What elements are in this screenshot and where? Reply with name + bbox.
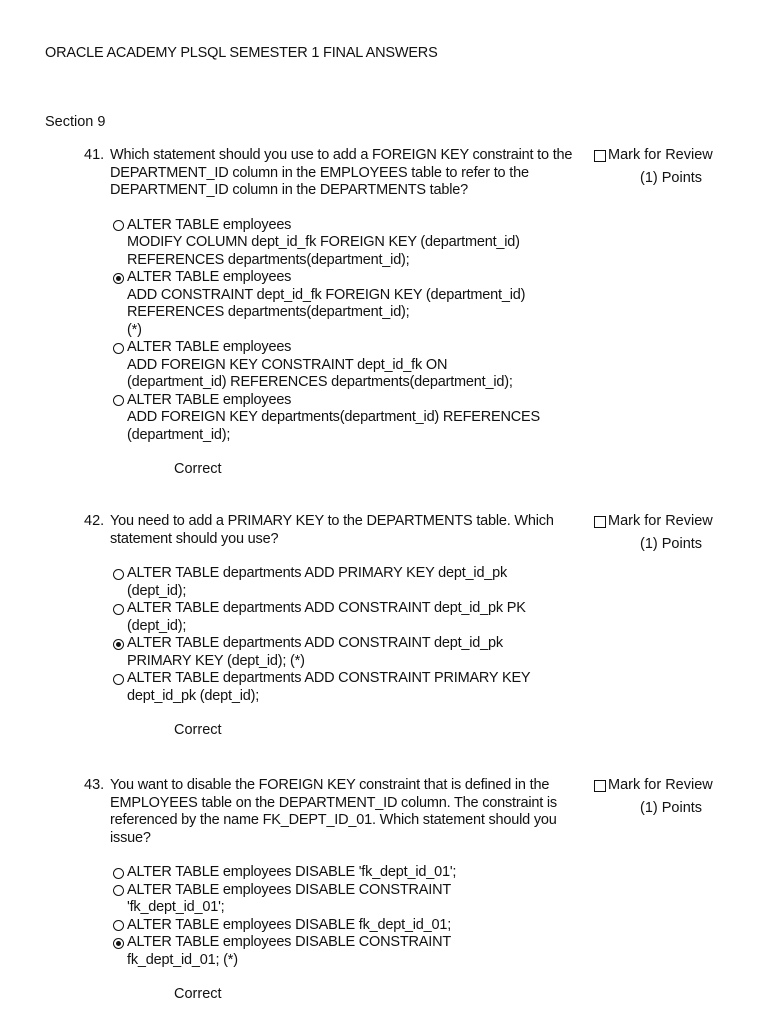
question-43 (84, 777, 744, 1004)
question-42 (84, 513, 744, 740)
question-number: 42. (84, 513, 105, 529)
answer-option[interactable] (113, 339, 593, 392)
radio-icon[interactable] (113, 920, 124, 931)
question-text: Which statement should you use to add a FOREIGN KEY constraint to the DEPARTMENT_ID column in the EMPLOYEES table to refer to the DEPARTMENT_ID column in the DEPARTMENTS table? (110, 147, 573, 198)
mark-for-review[interactable] (594, 513, 744, 531)
option-text: ALTER TABLE departments ADD CONSTRAINT PRIMARY KEY dept_id_pk (dept_id); (127, 670, 531, 704)
radio-icon[interactable] (113, 604, 124, 615)
review-block (594, 777, 744, 817)
checkbox-icon[interactable] (594, 150, 606, 162)
checkbox-icon[interactable] (594, 780, 606, 792)
answer-option[interactable] (113, 269, 593, 339)
option-text: ALTER TABLE employees DISABLE CONSTRAINT fk_dept_id_01; (*) (127, 934, 451, 968)
document-title: ORACLE ACADEMY PLSQL SEMESTER 1 FINAL ANSWERS (45, 45, 438, 61)
radio-icon[interactable] (113, 343, 124, 354)
radio-selected-icon[interactable] (113, 639, 124, 650)
points-label: (1) Points (640, 799, 703, 816)
radio-icon[interactable] (113, 868, 124, 879)
question-number: 41. (84, 147, 105, 163)
option-text: ALTER TABLE departments ADD PRIMARY KEY dept_id_pk (dept_id); (127, 565, 508, 599)
option-text: ALTER TABLE employees MODIFY COLUMN dept_id_fk FOREIGN KEY (department_id) REFERENCES departments(department_id); (127, 216, 520, 268)
answer-option[interactable] (113, 217, 593, 270)
mark-for-review-label: Mark for Review (608, 147, 713, 163)
mark-for-review[interactable] (594, 147, 744, 165)
option-text: ALTER TABLE employees DISABLE 'fk_dept_id_01'; (127, 864, 457, 880)
answer-option[interactable] (113, 934, 593, 969)
radio-icon[interactable] (113, 569, 124, 580)
answer-option[interactable] (113, 864, 593, 882)
answer-option[interactable] (113, 392, 593, 445)
mark-for-review-label: Mark for Review (608, 777, 713, 793)
radio-icon[interactable] (113, 885, 124, 896)
section-title: Section 9 (45, 114, 106, 130)
answer-option[interactable] (113, 635, 593, 670)
radio-icon[interactable] (113, 674, 124, 685)
result-label: Correct (174, 986, 222, 1002)
result-label: Correct (174, 722, 222, 738)
answer-option[interactable] (113, 670, 593, 705)
option-text: ALTER TABLE employees ADD FOREIGN KEY CONSTRAINT dept_id_fk ON (department_id) REFERENCES departments(department_id); (127, 339, 513, 390)
option-text: ALTER TABLE departments ADD CONSTRAINT dept_id_pk PK (dept_id); (127, 600, 526, 634)
result-label: Correct (174, 461, 222, 477)
answer-options (113, 217, 593, 445)
question-text: You want to disable the FOREIGN KEY constraint that is defined in the EMPLOYEES table on the DEPARTMENT_ID column. The constraint is referenced by the name FK_DEPT_ID_01. Which statement should you issue? (110, 777, 557, 846)
answer-option[interactable] (113, 565, 593, 600)
mark-for-review-label: Mark for Review (608, 513, 713, 529)
answer-options (113, 565, 593, 705)
answer-options (113, 864, 593, 969)
question-41 (84, 147, 744, 479)
review-block (594, 147, 744, 187)
points-label: (1) Points (640, 535, 703, 552)
answer-option[interactable] (113, 882, 593, 917)
answer-option[interactable] (113, 600, 593, 635)
option-text: ALTER TABLE employees ADD FOREIGN KEY departments(department_id) REFERENCES (department_id); (127, 391, 540, 443)
points-label: (1) Points (640, 169, 703, 186)
option-text: ALTER TABLE employees DISABLE CONSTRAINT 'fk_dept_id_01'; (127, 881, 451, 915)
option-text: ALTER TABLE departments ADD CONSTRAINT dept_id_pk PRIMARY KEY (dept_id); (*) (127, 635, 503, 669)
radio-icon[interactable] (113, 220, 124, 231)
radio-icon[interactable] (113, 395, 124, 406)
answer-option[interactable] (113, 917, 593, 935)
question-number: 43. (84, 777, 105, 793)
option-text: ALTER TABLE employees DISABLE fk_dept_id_01; (127, 916, 452, 933)
radio-selected-icon[interactable] (113, 273, 124, 284)
checkbox-icon[interactable] (594, 516, 606, 528)
review-block (594, 513, 744, 553)
option-text: ALTER TABLE employees ADD CONSTRAINT dept_id_fk FOREIGN KEY (department_id) REFERENCES departments(department_id); (*) (127, 269, 526, 338)
radio-selected-icon[interactable] (113, 938, 124, 949)
mark-for-review[interactable] (594, 777, 744, 795)
question-text: You need to add a PRIMARY KEY to the DEPARTMENTS table. Which statement should you use? (110, 513, 554, 547)
